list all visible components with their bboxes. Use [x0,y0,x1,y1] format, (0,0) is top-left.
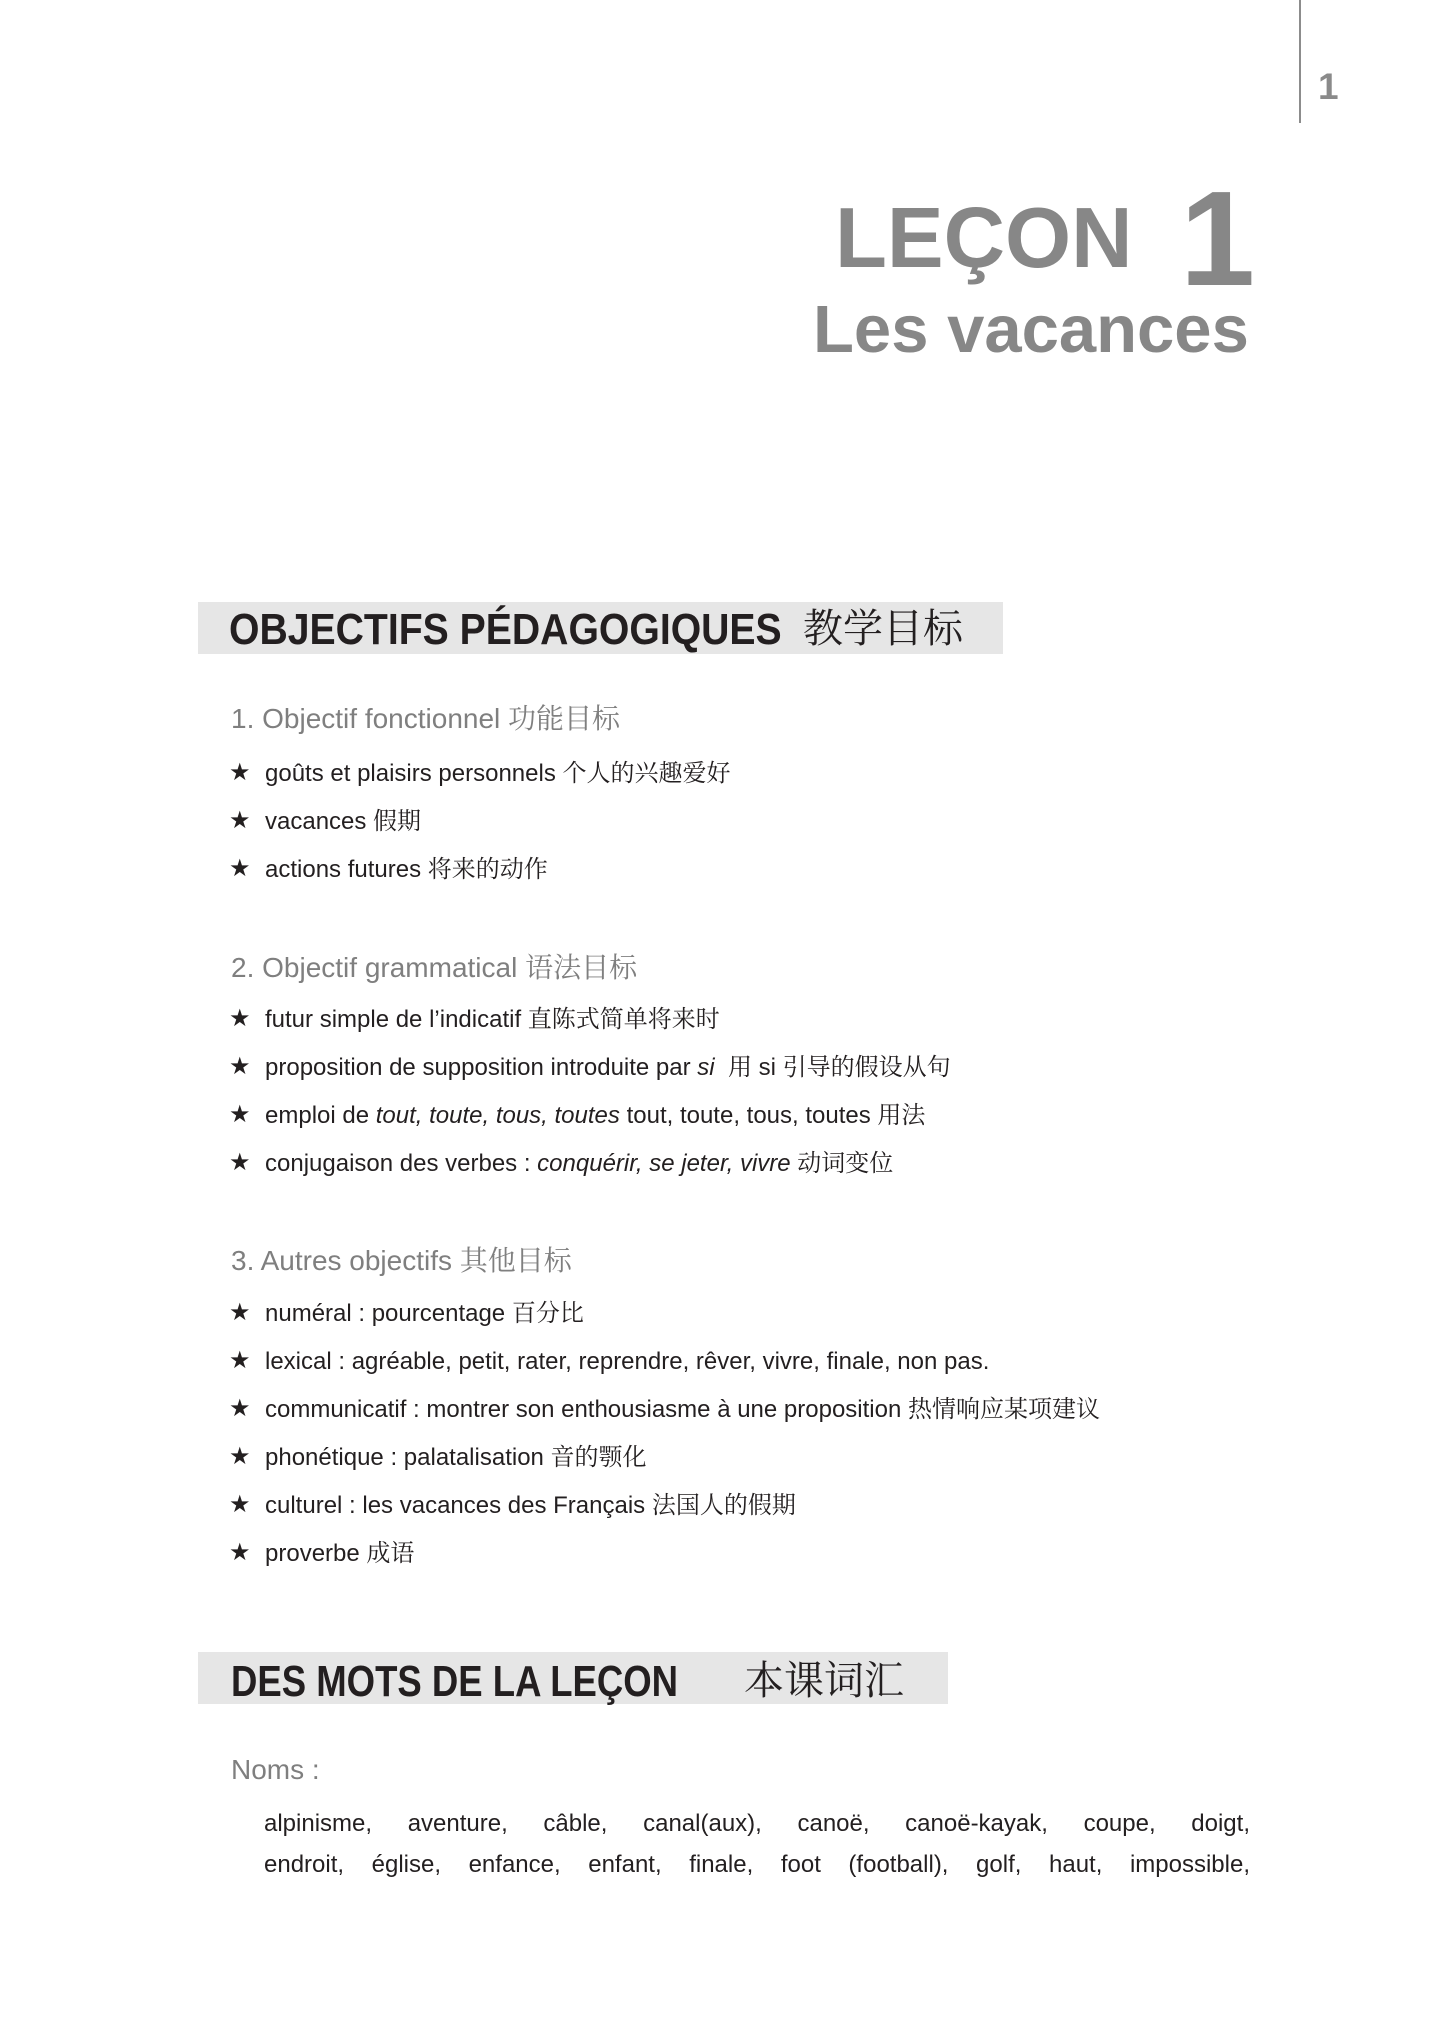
lesson-number: 1 [1180,163,1256,314]
star-icon: ★ [229,854,251,882]
vocab-line: endroit, église, enfance, enfant, finale, foot (football), golf, haut, impossible, [264,1851,1250,1878]
item-text: emploi de [265,1102,376,1129]
star-icon: ★ [229,1100,251,1128]
list-item [265,1056,951,1080]
list-item: vacances 假期 [265,808,422,835]
star-icon: ★ [229,1346,251,1374]
noms-label: Noms : [231,1754,320,1785]
item-text-italic: conquérir, se jeter, vivre [537,1150,791,1177]
item-text: futur simple de l’indicatif 直陈式简单将来时 [265,1006,720,1033]
lesson-title-lecon: LEÇON [835,191,1133,286]
item-text: 动词变位 [790,1150,894,1177]
page-number: 1 [1318,66,1339,107]
item-text-italic: tout, toute, tous, toutes [375,1102,620,1129]
mots-heading-chinese: 本课词汇 [744,1659,904,1703]
star-icon: ★ [229,1538,251,1566]
star-icon: ★ [229,1052,251,1080]
star-icon: ★ [229,1442,251,1470]
list-item: communicatif : montrer son enthousiasme à une proposition 热情响应某项建议 [265,1396,1100,1423]
list-item [265,1104,925,1128]
list-item: phonétique : palatalisation 音的颚化 [265,1444,647,1471]
star-icon: ★ [229,1004,251,1032]
section-title-fonctionnel: 1. Objectif fonctionnel 功能目标 [231,703,621,734]
objectifs-heading-chinese: 教学目标 [803,607,963,651]
item-text: 用 si 引导的假设从句 [714,1054,951,1081]
list-item [265,1008,720,1032]
star-icon: ★ [229,1148,251,1176]
star-icon: ★ [229,1394,251,1422]
item-text: conjugaison des verbes : [265,1150,538,1177]
lesson-subtitle: Les vacances [813,292,1249,367]
star-icon: ★ [229,806,251,834]
section-title-autres: 3. Autres objectifs 其他目标 [231,1245,572,1276]
vocab-line: alpinisme, aventure, câble, canal(aux), canoë, canoë-kayak, coupe, doigt, [264,1810,1250,1837]
list-item: actions futures 将来的动作 [265,856,548,883]
objectifs-heading: OBJECTIFS PÉDAGOGIQUES [229,605,782,654]
list-item [265,1152,893,1176]
mots-heading: DES MOTS DE LA LEÇON [231,1657,679,1706]
list-item: goûts et plaisirs personnels 个人的兴趣爱好 [265,760,731,787]
item-text: tout, toute, tous, toutes 用法 [619,1102,926,1129]
list-item: lexical : agréable, petit, rater, reprendre, rêver, vivre, finale, non pas. [265,1348,990,1375]
list-item: numéral : pourcentage 百分比 [265,1300,584,1327]
list-item: proverbe 成语 [265,1540,415,1567]
star-icon: ★ [229,758,251,786]
list-item: culturel : les vacances des Français 法国人的假期 [265,1492,796,1519]
star-icon: ★ [229,1490,251,1518]
section-title-grammatical: 2. Objectif grammatical 语法目标 [231,952,638,983]
item-text: proposition de supposition introduite par [265,1054,698,1081]
item-text-italic: si [697,1054,715,1081]
star-icon: ★ [229,1298,251,1326]
page-divider-line [1299,0,1301,123]
